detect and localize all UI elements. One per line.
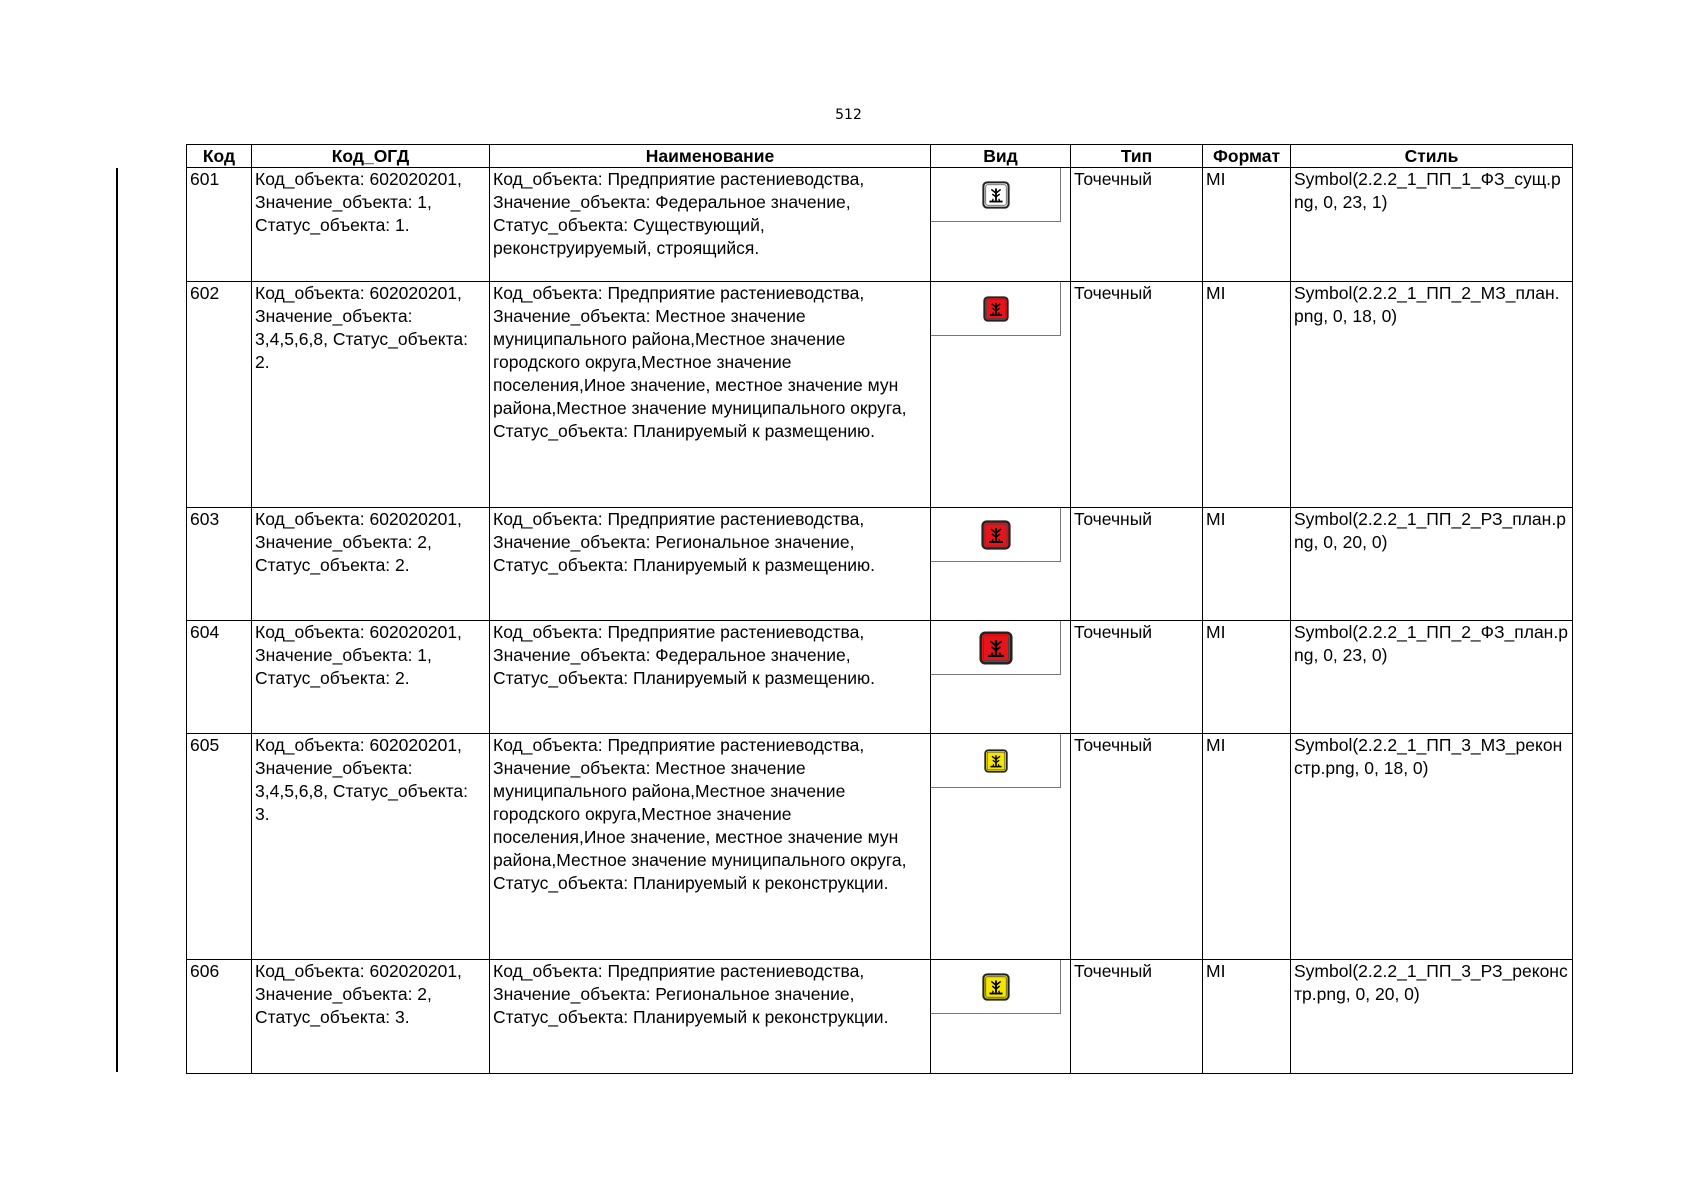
cell-style: Symbol(2.2.2_1_ПП_3_МЗ_реконстр.png, 0, 18, 0) — [1291, 734, 1573, 960]
cell-name: Код_объекта: Предприятие растениеводства, Значение_объекта: Местное значение муниципального района,Местное значение городского округа,Местное значение поселения,Иное значение, местное значение мун района,Местное значение муниципального округа, Статус_объекта: Планируемый к реконструкции. — [490, 734, 931, 960]
margin-line — [116, 168, 118, 1072]
header-code: Код — [187, 145, 252, 168]
cell-code-ogd: Код_объекта: 602020201, Значение_объекта: 2, Статус_объекта: 3. — [252, 960, 490, 1074]
cell-style: Symbol(2.2.2_1_ПП_3_РЗ_реконстр.png, 0, 20, 0) — [1291, 960, 1573, 1074]
table-row — [187, 734, 1573, 960]
cell-code: 601 — [187, 168, 252, 282]
plant-enterprise-icon-red — [981, 520, 1011, 550]
table-header-row — [187, 145, 1573, 168]
cell-name: Код_объекта: Предприятие растениеводства, Значение_объекта: Федеральное значение, Статус_объекта: Существующий, реконструируемый, строящийся. — [490, 168, 931, 282]
cell-view — [931, 508, 1071, 621]
header-style: Стиль — [1291, 145, 1573, 168]
cell-name: Код_объекта: Предприятие растениеводства, Значение_объекта: Региональное значение, Статус_объекта: Планируемый к размещению. — [490, 508, 931, 621]
table-row — [187, 168, 1573, 282]
cell-view — [931, 960, 1071, 1074]
page-number: 512 — [835, 107, 862, 123]
header-code-ogd: Код_ОГД — [252, 145, 490, 168]
cell-code-ogd: Код_объекта: 602020201, Значение_объекта: 2, Статус_объекта: 2. — [252, 508, 490, 621]
header-name: Наименование — [490, 145, 931, 168]
cell-type: Точечный — [1071, 282, 1203, 508]
cell-format: MI — [1203, 168, 1291, 282]
cell-style: Symbol(2.2.2_1_ПП_1_ФЗ_сущ.png, 0, 23, 1) — [1291, 168, 1573, 282]
cell-type: Точечный — [1071, 960, 1203, 1074]
plant-enterprise-icon-white — [982, 181, 1010, 209]
cell-code: 603 — [187, 508, 252, 621]
plant-enterprise-icon-red — [983, 296, 1009, 322]
symbol-preview — [931, 168, 1061, 222]
cell-style: Symbol(2.2.2_1_ПП_2_РЗ_план.png, 0, 20, 0) — [1291, 508, 1573, 621]
cell-name: Код_объекта: Предприятие растениеводства, Значение_объекта: Региональное значение, Статус_объекта: Планируемый к реконструкции. — [490, 960, 931, 1074]
cell-format: MI — [1203, 621, 1291, 734]
cell-name: Код_объекта: Предприятие растениеводства, Значение_объекта: Федеральное значение, Статус_объекта: Планируемый к размещению. — [490, 621, 931, 734]
cell-code: 602 — [187, 282, 252, 508]
cell-code-ogd: Код_объекта: 602020201, Значение_объекта: 1, Статус_объекта: 2. — [252, 621, 490, 734]
cell-code-ogd: Код_объекта: 602020201, Значение_объекта: 1, Статус_объекта: 1. — [252, 168, 490, 282]
cell-type: Точечный — [1071, 621, 1203, 734]
header-type: Тип — [1071, 145, 1203, 168]
table-row — [187, 960, 1573, 1074]
header-view: Вид — [931, 145, 1071, 168]
cell-code-ogd: Код_объекта: 602020201, Значение_объекта: 3,4,5,6,8, Статус_объекта: 3. — [252, 734, 490, 960]
plant-enterprise-icon-red — [979, 631, 1013, 665]
symbol-preview — [931, 960, 1061, 1014]
cell-view — [931, 621, 1071, 734]
cell-format: MI — [1203, 960, 1291, 1074]
table-row — [187, 621, 1573, 734]
cell-name: Код_объекта: Предприятие растениеводства, Значение_объекта: Местное значение муниципального района,Местное значение городского округа,Местное значение поселения,Иное значение, местное значение мун района,Местное значение муниципального округа, Статус_объекта: Планируемый к размещению. — [490, 282, 931, 508]
cell-format: MI — [1203, 734, 1291, 960]
cell-view — [931, 282, 1071, 508]
cell-type: Точечный — [1071, 734, 1203, 960]
cell-style: Symbol(2.2.2_1_ПП_2_МЗ_план.png, 0, 18, 0) — [1291, 282, 1573, 508]
cell-style: Symbol(2.2.2_1_ПП_2_ФЗ_план.png, 0, 23, 0) — [1291, 621, 1573, 734]
symbol-preview — [931, 621, 1061, 675]
plant-enterprise-icon-yellow — [984, 749, 1008, 773]
cell-type: Точечный — [1071, 508, 1203, 621]
symbol-preview — [931, 282, 1061, 336]
symbol-preview — [931, 734, 1061, 788]
symbol-table — [186, 144, 1573, 1074]
cell-view — [931, 734, 1071, 960]
table-row — [187, 508, 1573, 621]
header-format: Формат — [1203, 145, 1291, 168]
cell-format: MI — [1203, 508, 1291, 621]
cell-code: 604 — [187, 621, 252, 734]
cell-type: Точечный — [1071, 168, 1203, 282]
cell-code: 606 — [187, 960, 252, 1074]
cell-code: 605 — [187, 734, 252, 960]
cell-code-ogd: Код_объекта: 602020201, Значение_объекта: 3,4,5,6,8, Статус_объекта: 2. — [252, 282, 490, 508]
table-row — [187, 282, 1573, 508]
cell-view — [931, 168, 1071, 282]
cell-format: MI — [1203, 282, 1291, 508]
plant-enterprise-icon-yellow — [982, 973, 1010, 1001]
symbol-preview — [931, 508, 1061, 562]
